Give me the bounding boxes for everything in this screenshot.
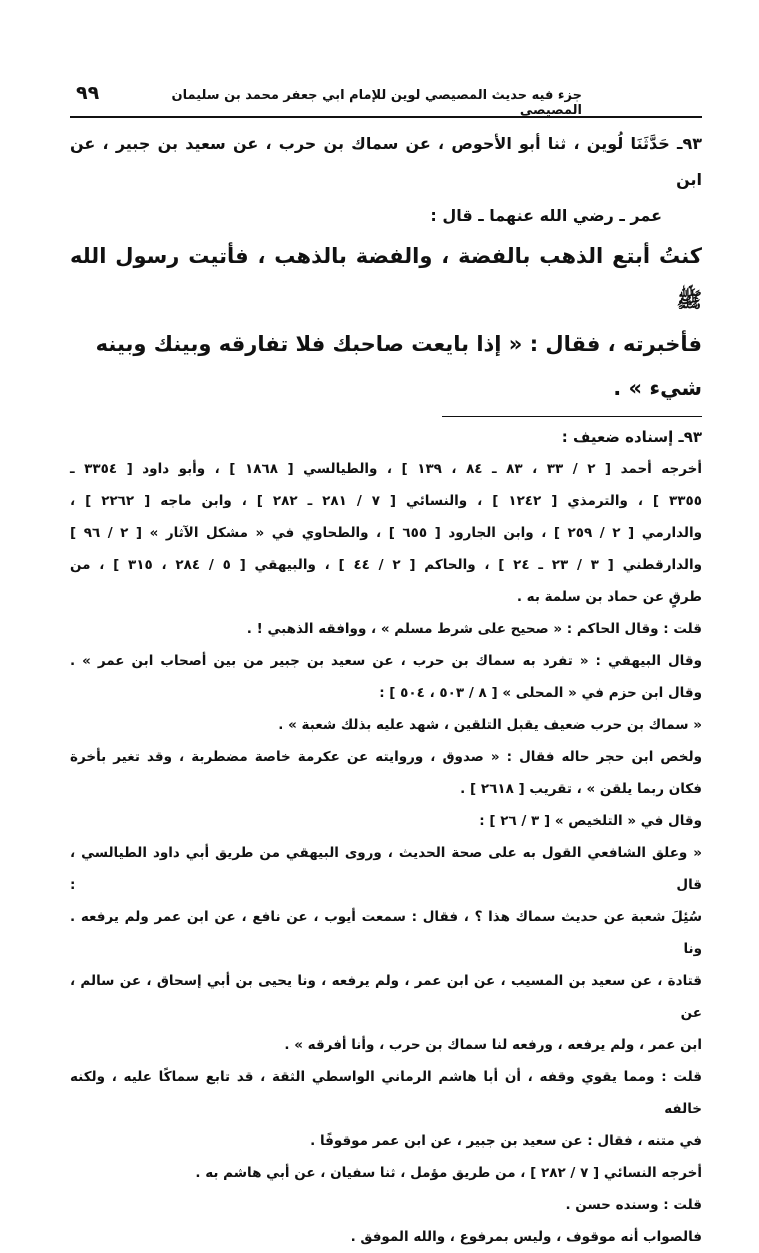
footnote-line: قلت : ومما يقوي وقفه ، أن أبا هاشم الرماني الواسطي الثقة ، قد تابع سماكًا عليه ، ولكنه خالفه bbox=[70, 1069, 702, 1117]
footnote-body bbox=[70, 453, 702, 1253]
footnote-line: فكان ربما يلقن » ، تقريب [ ٢٦١٨ ] . bbox=[460, 781, 702, 797]
footnote-line: قلت : وقال الحاكم : « صحيح على شرط مسلم » ، ووافقه الذهبي ! . bbox=[246, 621, 702, 637]
footnote-heading: ٩٣ـ إسناده ضعيف : bbox=[561, 428, 702, 446]
footnote-line: سُئِلَ شعبة عن حديث سماك هذا ؟ ، فقال : سمعت أيوب ، عن نافع ، عن ابن عمر ولم يرفعه . ونا bbox=[70, 909, 702, 957]
footnote-line: وقال في « التلخيص » [ ٣ / ٢٦ ] : bbox=[479, 813, 702, 829]
footnote-line: فالصواب أنه موقوف ، وليس بمرفوع ، والله الموفق . bbox=[350, 1229, 702, 1245]
running-title: جزء فيه حديث المصيصي لوين للإمام ابي جعفر محمد بن سليمان المصيصي bbox=[171, 88, 582, 118]
footnote-line: وقال ابن حزم في « المحلى » [ ٨ / ٥٠٣ ، ٥٠٤ ] : bbox=[379, 685, 702, 701]
isnad-line: عمر ـ رضي الله عنهما ـ قال : bbox=[430, 206, 662, 225]
matn-line: كنتُ أبتع الذهب بالفضة ، والفضة بالذهب ، فأتيت رسول الله ﷺ bbox=[70, 244, 702, 312]
footnote-separator bbox=[442, 416, 702, 417]
footnote-line: ولخص ابن حجر حاله فقال : « صدوق ، وروايته عن عكرمة خاصة مضطربة ، وقد تغير بأخرة bbox=[70, 749, 702, 765]
footnote-line: أخرجه أحمد [ ٢ / ٣٣ ، ٨٣ ـ ٨٤ ، ١٣٩ ] ، والطيالسي [ ١٨٦٨ ] ، وأبو داود [ ٣٣٥٤ ـ bbox=[70, 461, 702, 477]
page-number: ٩٩ bbox=[76, 82, 100, 104]
footnote-line: أخرجه النسائي [ ٧ / ٢٨٢ ] ، من طريق مؤمل ، ثنا سفيان ، عن أبي هاشم به . bbox=[195, 1165, 702, 1181]
book-page bbox=[70, 82, 702, 1253]
footnote-line: قلت : وسنده حسن . bbox=[565, 1197, 702, 1213]
footnote-line: وقال البيهقي : « تفرد به سماك بن حرب ، عن سعيد بن جبير من بين أصحاب ابن عمر » . bbox=[70, 653, 702, 669]
footnote-line: ٣٣٥٥ ] ، والترمذي [ ١٢٤٢ ] ، والنسائي [ ٧ / ٢٨١ ـ ٢٨٢ ] ، وابن ماجه [ ٢٢٦٢ ] ، bbox=[70, 493, 702, 509]
isnad-line: ٩٣ـ حَدَّثَنَا لُوين ، ثنا أبو الأحوص ، عن سماك بن حرب ، عن سعيد بن جبير ، عن ابن bbox=[70, 134, 702, 189]
footnote-line: في متنه ، فقال : عن سعيد بن جبير ، عن ابن عمر موقوفًا . bbox=[310, 1133, 702, 1149]
running-header bbox=[70, 82, 702, 118]
footnote-line: « سماك بن حرب ضعيف يقبل التلقين ، شهد عليه بذلك شعبة » . bbox=[278, 717, 702, 733]
footnote-line: والدارمي [ ٢ / ٢٥٩ ] ، وابن الجارود [ ٦٥٥ ] ، والطحاوي في « مشكل الآثار » [ ٢ / ٩٦ ] bbox=[70, 525, 702, 541]
footnote-line: والدارقطني [ ٣ / ٢٣ ـ ٢٤ ] ، والحاكم [ ٢ / ٤٤ ] ، والبيهقي [ ٥ / ٢٨٤ ، ٣١٥ ] ، من bbox=[70, 557, 703, 573]
matn-line: فأخبرته ، فقال : « إذا بايعت صاحبك فلا تفارقه وبينك وبينه شيء » . bbox=[95, 332, 702, 400]
footnote-line: قتادة ، عن سعيد بن المسيب ، عن ابن عمر ، ولم يرفعه ، ونا يحيى بن أبي إسحاق ، عن سالم ، عن bbox=[70, 973, 702, 1021]
footnote-line: طرقٍ عن حماد بن سلمة به . bbox=[516, 589, 702, 605]
footnote-line: « وعلق الشافعي القول به على صحة الحديث ، وروى البيهقي من طريق أبي داود الطيالسي ، قال : bbox=[70, 845, 702, 893]
footnote-line: ابن عمر ، ولم يرفعه ، ورفعه لنا سماك بن حرب ، وأنا أفرقه » . bbox=[284, 1037, 702, 1053]
